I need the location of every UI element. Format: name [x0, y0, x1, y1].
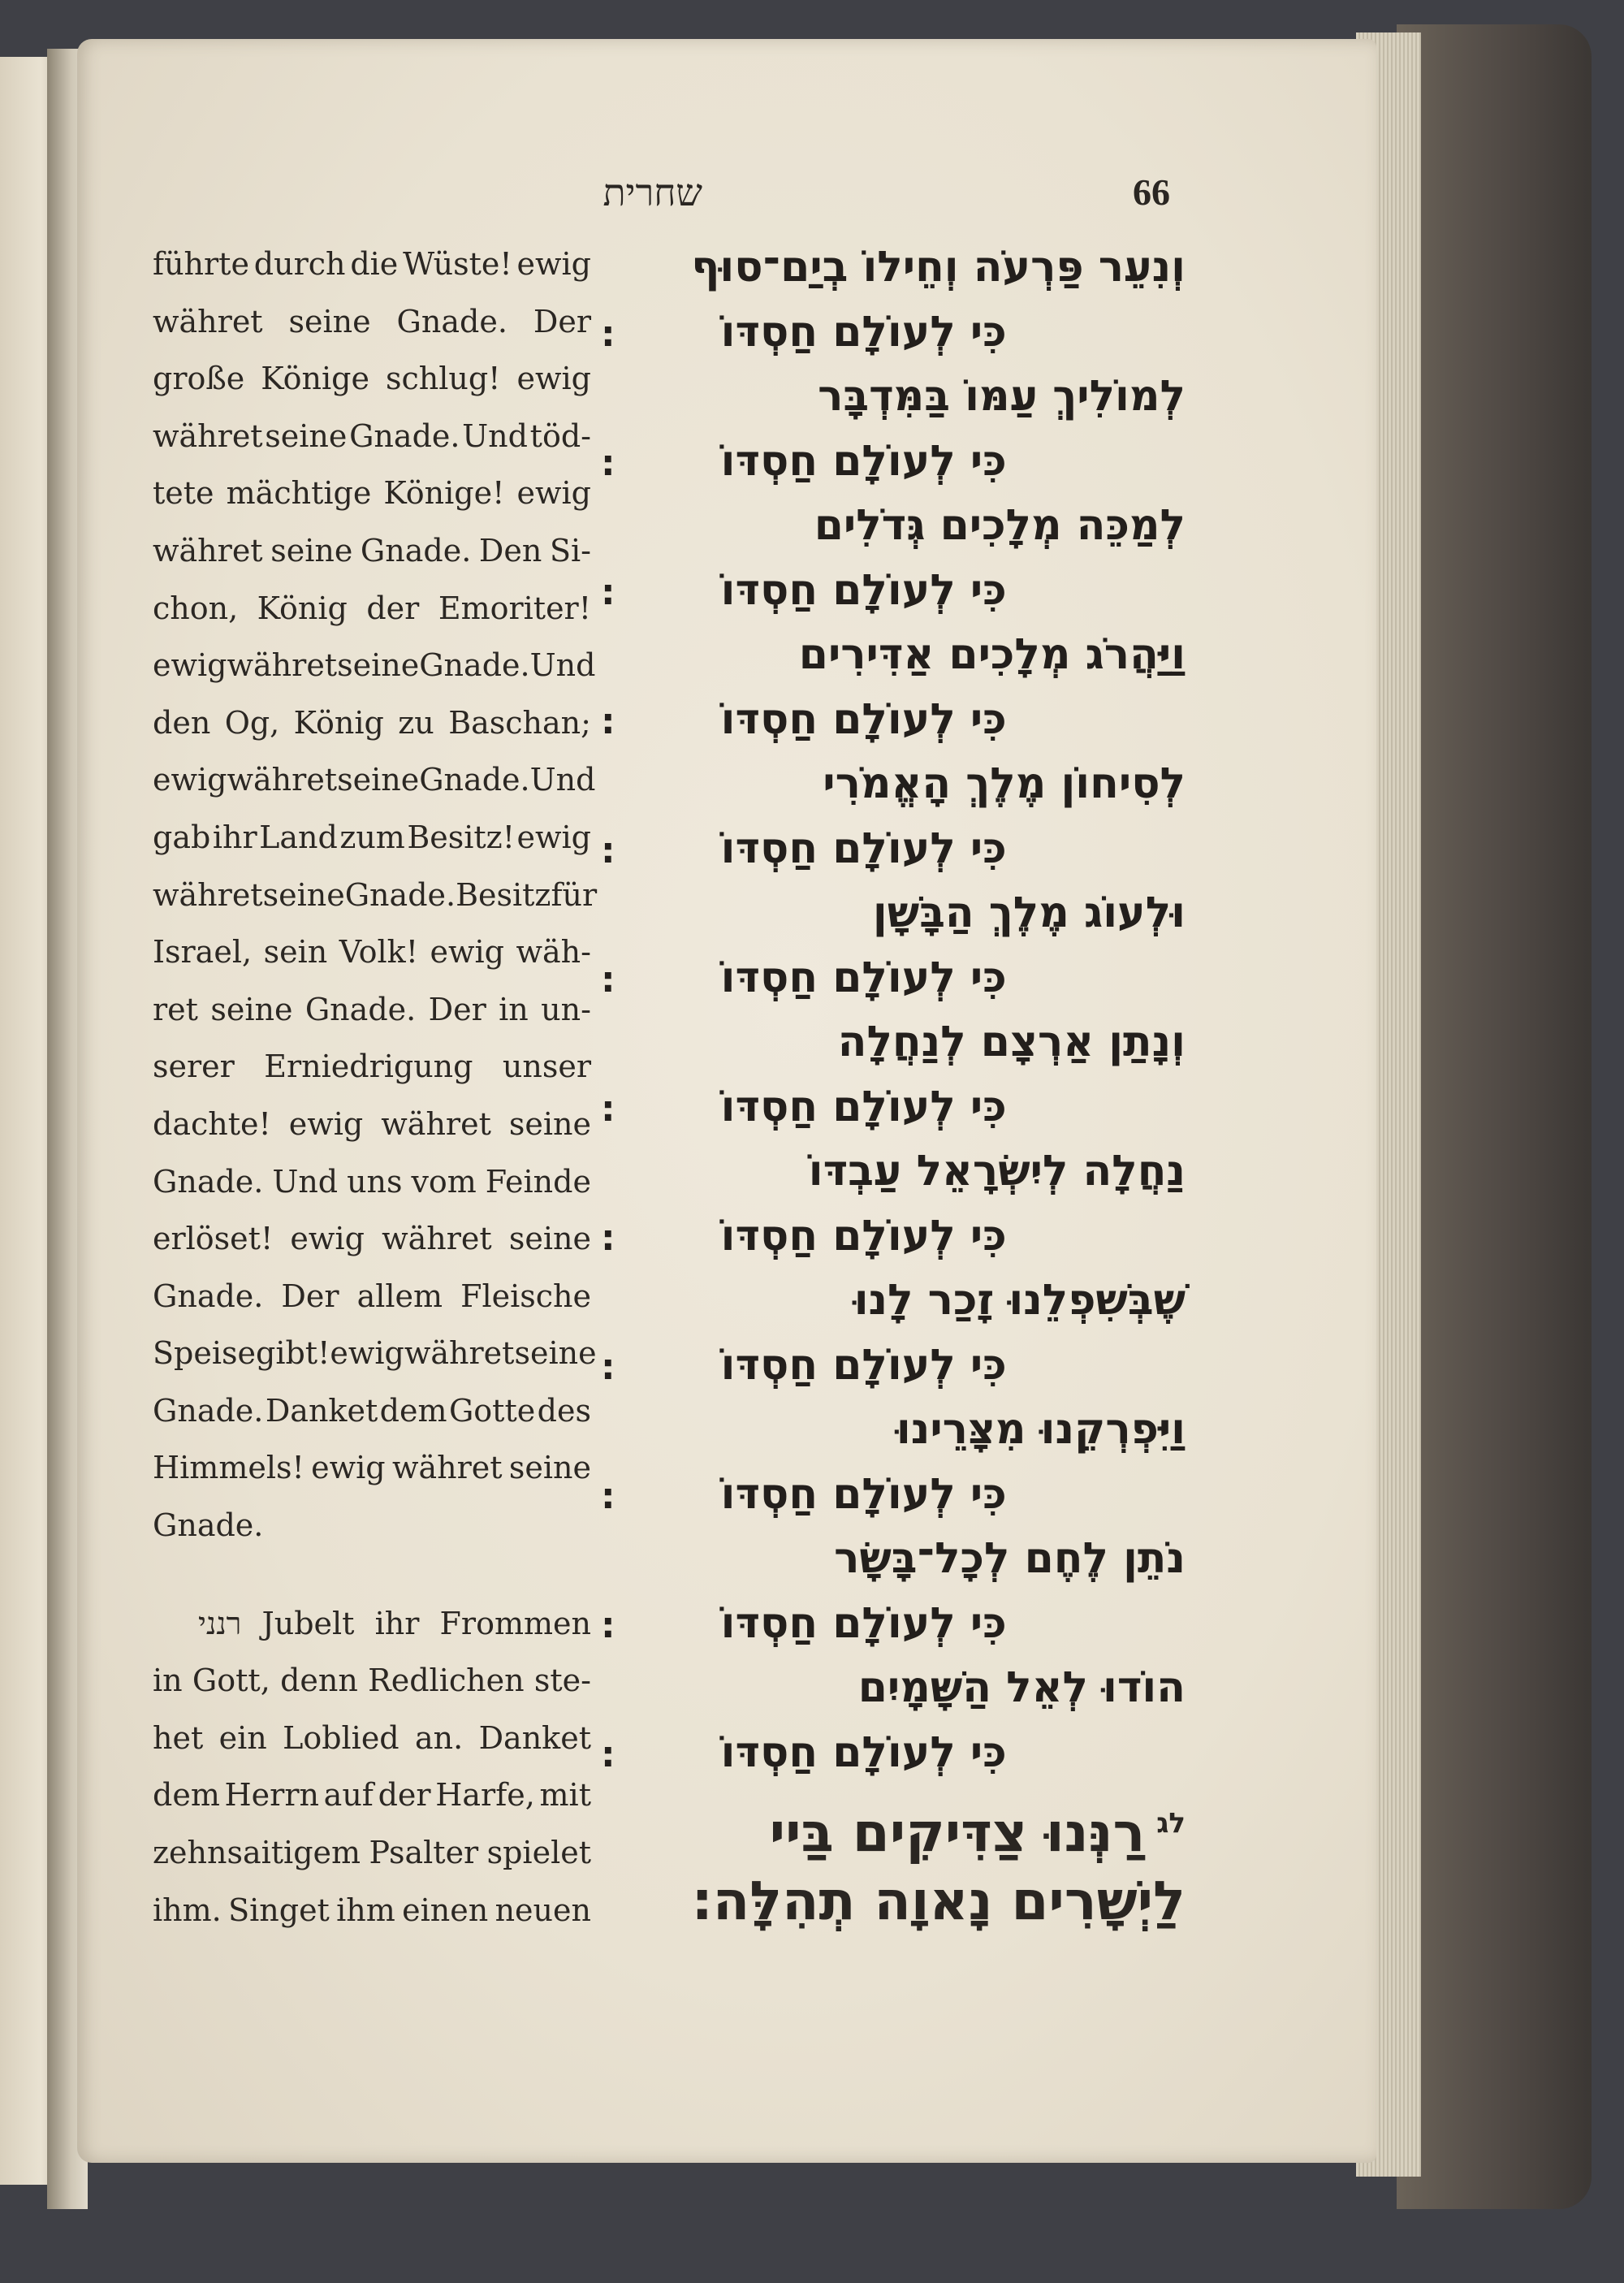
- hebrew-verse-text: לְמוֹלִיךְ עַמּוֹ בַּמִּדְבָּר: [818, 372, 1186, 421]
- hebrew-verse-text: וַיַּהֲרֹג מְלָכִים אַדִּירִים: [798, 630, 1186, 679]
- psalm-number: לג: [1156, 1807, 1186, 1840]
- hebrew-verse-text: שֶׁבְּשִׁפְלֵנוּ זָכַר לָנוּ: [853, 1276, 1186, 1325]
- sof-pasuq-mark: :: [601, 571, 615, 613]
- german-line: währet seine Gnade. Den Si-: [153, 532, 591, 569]
- sof-pasuq-mark: :: [601, 313, 615, 355]
- german-psalm-line: dem Herrn auf der Harfe, mit: [153, 1777, 591, 1814]
- psalm-text: רַנְּנוּ צַדִּיקִים בַּיי: [769, 1801, 1146, 1864]
- hebrew-refrain-line: [601, 1463, 1186, 1528]
- hebrew-refrain-line: [601, 301, 1186, 365]
- hebrew-text-column: [601, 236, 1186, 1939]
- hebrew-verse-line: [601, 881, 1186, 946]
- hebrew-refrain-text: כִּי לְעוֹלָם חַסְדּוֹ: [720, 1340, 1007, 1390]
- hebrew-refrain-text: כִּי לְעוֹלָם חַסְדּוֹ: [720, 694, 1007, 744]
- hebrew-refrain-line: [601, 1721, 1186, 1786]
- german-psalm-line: zehnsaitigem Psalter spielet: [153, 1835, 591, 1871]
- hebrew-verse-line: [601, 1010, 1186, 1075]
- psalm-second-line: לַיְשָׁרִים נָאוָה תְהִלָּה:: [691, 1870, 1186, 1932]
- hebrew-refrain-line: [601, 1334, 1186, 1399]
- running-header: [77, 162, 1376, 227]
- german-psalm-line: רנני Jubelt ihr Frommen: [198, 1605, 591, 1641]
- german-line: Gnade.: [153, 1507, 264, 1544]
- german-line: Gnade. Danket dem Gotte des: [153, 1392, 591, 1429]
- hebrew-refrain-text: כִּי לְעוֹלָם חַסְדּוֹ: [720, 824, 1007, 873]
- hebrew-verse-text: וַיִּפְרְקֵנוּ מִצָּרֵינוּ: [896, 1405, 1186, 1454]
- sof-pasuq-mark: :: [601, 442, 615, 484]
- german-line: dachte! ewig währet seine: [153, 1105, 591, 1142]
- german-line: erlöset! ewig währet seine: [153, 1221, 591, 1257]
- sof-pasuq-mark: :: [601, 700, 615, 742]
- german-line: ewig währet seine Gnade. Und: [153, 647, 596, 684]
- german-psalm-line: ihm. Singet ihm einen neuen: [153, 1892, 591, 1928]
- page-number: 66: [1133, 171, 1170, 213]
- german-psalm-line: het ein Loblied an. Danket: [153, 1719, 591, 1756]
- hebrew-verse-text: וּלְעוֹג מֶלֶךְ הַבָּשָׁן: [872, 889, 1186, 937]
- book-cover-edge: [1397, 24, 1592, 2209]
- hebrew-verse-text: הוֹדוּ לְאֵל הַשָּׁמָיִם: [857, 1663, 1186, 1712]
- german-line: Speise gibt! ewig währet seine: [153, 1335, 597, 1372]
- sof-pasuq-mark: :: [601, 1217, 615, 1259]
- hebrew-verse-text: נַחֲלָה לְיִשְׂרָאֵל עַבְדּוֹ: [808, 1147, 1186, 1196]
- german-line: chon, König der Emoriter!: [153, 590, 591, 626]
- german-translation-column: [153, 236, 598, 1939]
- hebrew-refrain-line: [601, 430, 1186, 495]
- german-line: ret seine Gnade. Der in un-: [153, 991, 591, 1027]
- hebrew-refrain-line: [601, 1592, 1186, 1657]
- hebrew-refrain-text: כִּי לְעוֹלָם חַסְדּוֹ: [720, 1469, 1007, 1519]
- hebrew-verse-text: וְנָתַן אַרְצָם לְנַחֲלָה: [837, 1018, 1186, 1066]
- german-line: währet seine Gnade. Besitz für: [153, 876, 598, 913]
- german-line: Gnade. Und uns vom Feinde: [153, 1163, 591, 1200]
- german-line: gab ihr Land zum Besitz! ewig: [153, 819, 591, 855]
- hebrew-verse-text: לְסִיחוֹן מֶלֶךְ הָאֱמֹרִי: [823, 759, 1186, 808]
- hebrew-refrain-text: כִּי לְעוֹלָם חַסְדּוֹ: [720, 953, 1007, 1002]
- hebrew-refrain-text: כִּי לְעוֹלָם חַסְדּוֹ: [720, 436, 1007, 486]
- german-line: währet seine Gnade. Und töd-: [153, 417, 591, 454]
- hebrew-verse-line: [601, 1398, 1186, 1463]
- hebrew-verse-line: [601, 752, 1186, 817]
- sof-pasuq-mark: :: [601, 829, 615, 871]
- hebrew-refrain-text: כִּי לְעוֹלָם חַסְדּוֹ: [720, 1598, 1007, 1648]
- hebrew-verse-text: לְמַכֵּה מְלָכִים גְּדֹלִים: [814, 501, 1186, 550]
- hebrew-refrain-line: [601, 688, 1186, 753]
- hebrew-verse-line: [601, 623, 1186, 688]
- hebrew-verse-line: [601, 365, 1186, 430]
- german-line: große Könige schlug! ewig: [153, 361, 591, 397]
- hebrew-verse-line: [601, 236, 1186, 301]
- hebrew-refrain-line: [601, 1204, 1186, 1269]
- sof-pasuq-mark: :: [601, 1733, 615, 1775]
- german-psalm-line: in Gott, denn Redlichen ste-: [153, 1663, 591, 1699]
- hebrew-verse-text: נֹתֵן לֶחֶם לְכָל־בָּשָׂר: [834, 1534, 1186, 1583]
- psalm-opening-line: [601, 1785, 1186, 1862]
- sof-pasuq-mark: :: [601, 958, 615, 1001]
- paragraph-gap: [153, 1554, 591, 1595]
- hebrew-verse-text: וְנִעֵר פַּרְעֹה וְחֵילוֹ בְיַם־סוּף: [691, 243, 1186, 292]
- hebrew-refrain-line: [601, 1075, 1186, 1140]
- german-line: Gnade. Der allem Fleische: [153, 1278, 591, 1314]
- german-line: den Og, König zu Baschan;: [153, 704, 591, 741]
- german-line: ewig währet seine Gnade. Und: [153, 762, 596, 798]
- hebrew-verse-line: [601, 1656, 1186, 1721]
- sof-pasuq-mark: :: [601, 1475, 615, 1517]
- hebrew-refrain-text: כִּי לְעוֹלָם חַסְדּוֹ: [720, 307, 1007, 357]
- hebrew-refrain-text: כִּי לְעוֹלָם חַסְדּוֹ: [720, 1082, 1007, 1131]
- hebrew-refrain-line: [601, 946, 1186, 1011]
- header-title: שחרית: [603, 171, 702, 214]
- german-line: Israel, sein Volk! ewig wäh-: [153, 934, 591, 971]
- hebrew-refrain-text: כִּי לְעוֹלָם חַסְדּוֹ: [720, 565, 1007, 615]
- hebrew-refrain-line: [601, 559, 1186, 624]
- hebrew-verse-line: [601, 494, 1186, 559]
- german-line: serer Erniedrigung unser: [153, 1049, 591, 1085]
- german-line: Himmels! ewig währet seine: [153, 1450, 591, 1486]
- german-line: tete mächtige Könige! ewig: [153, 475, 591, 512]
- hebrew-verse-line: [601, 1139, 1186, 1204]
- hebrew-refrain-text: כִּי לְעוֹלָם חַסְדּוֹ: [720, 1211, 1007, 1260]
- german-line: währet seine Gnade. Der: [153, 303, 591, 339]
- sof-pasuq-mark: :: [601, 1087, 615, 1130]
- hebrew-refrain-line: [601, 817, 1186, 882]
- hebrew-verse-line: [601, 1269, 1186, 1334]
- sof-pasuq-mark: :: [601, 1604, 615, 1646]
- german-line: führte durch die Wüste! ewig: [153, 246, 591, 282]
- hebrew-refrain-text: כִּי לְעוֹלָם חַסְדּוֹ: [720, 1727, 1007, 1777]
- sof-pasuq-mark: :: [601, 1346, 615, 1388]
- hebrew-verse-line: [601, 1527, 1186, 1592]
